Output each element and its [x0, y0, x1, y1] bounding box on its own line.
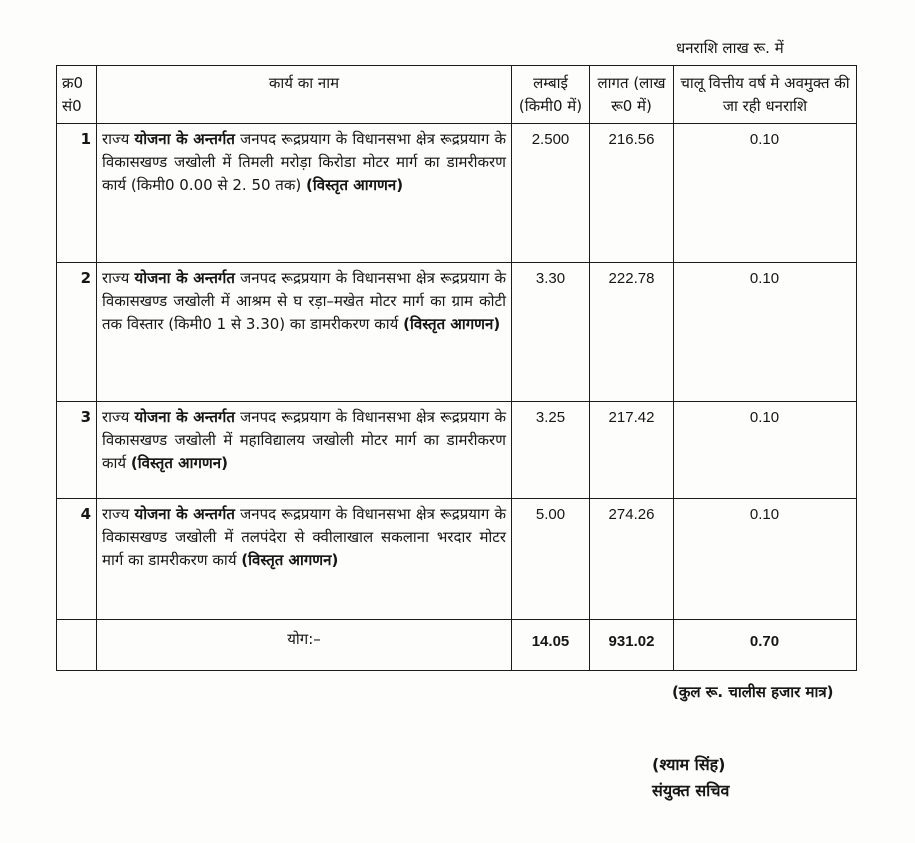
work-prefix: राज्य: [102, 129, 130, 148]
work-name: [97, 123, 512, 262]
total-label: योग:–: [97, 619, 512, 670]
work-prefix: राज्य: [102, 268, 130, 287]
work-suffix: (विस्तृत आगणन): [130, 454, 228, 472]
work-suffix: (विस्तृत आगणन): [403, 315, 501, 333]
total-release: 0.70: [674, 619, 857, 670]
total-serial-empty: [57, 619, 97, 670]
works-table: [56, 65, 857, 671]
work-suffix: (विस्तृत आगणन): [241, 551, 339, 569]
table-row: [57, 401, 857, 498]
column-header-name: कार्य का नाम: [97, 66, 512, 124]
work-scheme: योजना के अन्तर्गत: [134, 407, 235, 426]
row-cost: 217.42: [590, 401, 674, 498]
row-serial: 4: [57, 498, 97, 619]
row-length: 5.00: [512, 498, 590, 619]
row-serial: 1: [57, 123, 97, 262]
work-suffix: (विस्तृत आगणन): [306, 176, 404, 194]
row-length: 2.500: [512, 123, 590, 262]
work-name: [97, 401, 512, 498]
row-cost: 216.56: [590, 123, 674, 262]
table-row: [57, 498, 857, 619]
total-row: [57, 619, 857, 670]
column-header-length: लम्बाई (किमी0 में): [512, 66, 590, 124]
work-name: [97, 262, 512, 401]
signatory-designation: संयुक्त सचिव: [652, 780, 730, 800]
column-header-serial: क्र0 सं0: [57, 66, 97, 124]
signature-block: [652, 752, 729, 803]
row-cost: 274.26: [590, 498, 674, 619]
column-header-cost: लागत (लाख रू0 में): [590, 66, 674, 124]
row-release: 0.10: [674, 123, 857, 262]
work-scheme: योजना के अन्तर्गत: [134, 129, 235, 148]
row-cost: 222.78: [590, 262, 674, 401]
row-serial: 2: [57, 262, 97, 401]
work-scheme: योजना के अन्तर्गत: [134, 268, 235, 287]
work-body: जनपद रूद्रप्रयाग के विधानसभा क्षेत्र रूद्रप्रयाग के विकासखण्ड जखोली में आश्रम से घ रड़ा–मखेत मोटर मार्ग का ग्राम कोटी तक विस्तार (किमी0 1 से 3.30) का डामरीकरण कार्य: [102, 268, 506, 333]
unit-note: धनराशि लाख रू. में: [676, 39, 784, 57]
amount-in-words: (कुल रू. चालीस हजार मात्र): [672, 683, 834, 701]
total-cost: 931.02: [590, 619, 674, 670]
column-header-release: चालू वित्तीय वर्ष मे अवमुक्त की जा रही धनराशि: [674, 66, 857, 124]
row-length: 3.25: [512, 401, 590, 498]
table-row: [57, 262, 857, 401]
row-serial: 3: [57, 401, 97, 498]
table-row: [57, 123, 857, 262]
work-body: जनपद रूद्रप्रयाग के विधानसभा क्षेत्र रूद्रप्रयाग के विकासखण्ड जखोली में महाविद्यालय जखोली मोटर मार्ग का डामरीकरण कार्य: [102, 407, 506, 472]
row-release: 0.10: [674, 401, 857, 498]
work-prefix: राज्य: [102, 504, 130, 523]
work-scheme: योजना के अन्तर्गत: [134, 504, 235, 523]
row-release: 0.10: [674, 498, 857, 619]
work-body: जनपद रूद्रप्रयाग के विधानसभा क्षेत्र रूद्रप्रयाग के विकासखण्ड जखोली में तिमली मरोड़ा किरोडा मोटर मार्ग का डामरीकरण कार्य (किमी0 0.00 से 2. 50 तक): [102, 129, 506, 194]
signatory-name: (श्याम सिंह): [652, 755, 726, 774]
row-release: 0.10: [674, 262, 857, 401]
table-header-row: [57, 66, 857, 124]
work-prefix: राज्य: [102, 407, 130, 426]
work-body: जनपद रूद्रप्रयाग के विधानसभा क्षेत्र रूद्रप्रयाग के विकासखण्ड जखोली में तलपंदेरा से क्वीलाखाल सकलाना भरदार मोटर मार्ग का डामरीकरण कार्य: [102, 504, 506, 569]
work-name: [97, 498, 512, 619]
total-length: 14.05: [512, 619, 590, 670]
row-length: 3.30: [512, 262, 590, 401]
